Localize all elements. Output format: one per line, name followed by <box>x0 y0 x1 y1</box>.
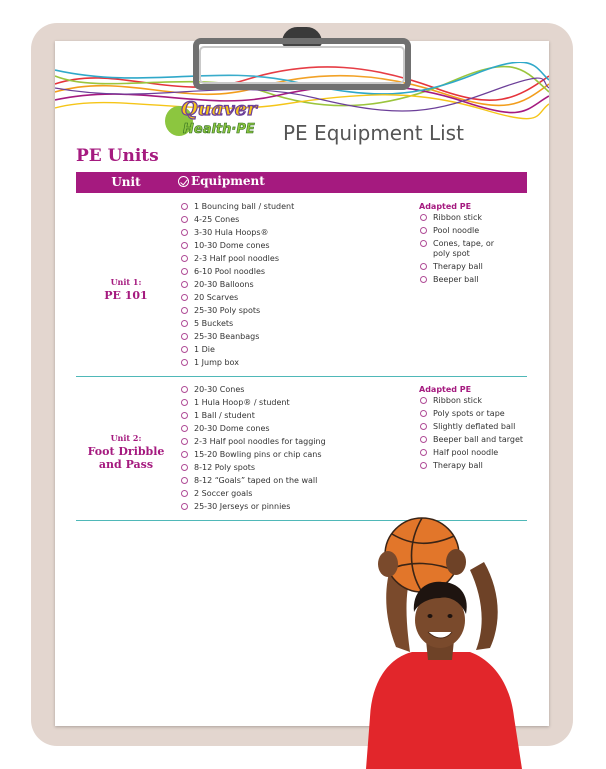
circle-bullet-icon <box>420 397 427 404</box>
list-item: 20-30 Dome cones <box>180 422 326 435</box>
list-item: 15-20 Bowling pins or chip cans <box>180 448 326 461</box>
unit-1-label <box>76 276 176 302</box>
circle-bullet-icon <box>420 462 427 469</box>
list-item: 1 Jump box <box>180 356 294 369</box>
list-item: 20-30 Cones <box>180 383 326 396</box>
list-item: Beeper ball <box>419 273 494 286</box>
list-item: 8-12 Poly spots <box>180 461 326 474</box>
list-item: 2-3 Half pool noodles for tagging <box>180 435 326 448</box>
unit-2-label <box>76 432 176 471</box>
circle-bullet-icon <box>420 449 427 456</box>
list-item: Therapy ball <box>419 260 494 273</box>
quaver-health-pe-logo <box>163 93 281 141</box>
circle-bullet-icon <box>181 216 188 223</box>
circle-bullet-icon <box>181 255 188 262</box>
list-item: Poly spots or tape <box>419 407 523 420</box>
circle-bullet-icon <box>181 438 188 445</box>
list-item: 25-30 Beanbags <box>180 330 294 343</box>
unit-1-name: PE 101 <box>104 289 148 302</box>
list-item: Ribbon stick <box>419 211 494 224</box>
unit-1-number: Unit 1: <box>110 277 142 287</box>
circle-bullet-icon <box>181 425 188 432</box>
circle-bullet-icon <box>181 359 188 366</box>
checkmark-circle-icon <box>178 176 189 187</box>
list-item: 10-30 Dome cones <box>180 239 294 252</box>
circle-bullet-icon <box>420 214 427 221</box>
circle-bullet-icon <box>181 281 188 288</box>
circle-bullet-icon <box>181 294 188 301</box>
list-item: 20 Scarves <box>180 291 294 304</box>
circle-bullet-icon <box>181 464 188 471</box>
list-item: 3-30 Hula Hoops® <box>180 226 294 239</box>
column-header-unit: Unit <box>111 175 141 189</box>
document-title: PE Equipment List <box>283 121 464 145</box>
circle-bullet-icon <box>420 410 427 417</box>
list-item: 8-12 “Goals” taped on the wall <box>180 474 326 487</box>
circle-bullet-icon <box>420 276 427 283</box>
list-item: 1 Ball / student <box>180 409 326 422</box>
circle-bullet-icon <box>420 263 427 270</box>
unit-1-adapted-title: Adapted PE <box>419 202 472 211</box>
section-title: PE Units <box>76 146 159 166</box>
list-item: Beeper ball and target <box>419 433 523 446</box>
circle-bullet-icon <box>181 307 188 314</box>
circle-bullet-icon <box>420 227 427 234</box>
unit-2-name-line-1: Foot Dribble <box>87 445 165 458</box>
list-item: Therapy ball <box>419 459 523 472</box>
unit-1-equipment-list <box>180 200 294 369</box>
circle-bullet-icon <box>181 477 188 484</box>
circle-bullet-icon <box>181 503 188 510</box>
list-item: 1 Hula Hoop® / student <box>180 396 326 409</box>
list-item: Slightly deflated ball <box>419 420 523 433</box>
circle-bullet-icon <box>181 386 188 393</box>
unit-2-adapted-title: Adapted PE <box>419 385 472 394</box>
circle-bullet-icon <box>420 436 427 443</box>
column-header-equipment <box>178 174 265 188</box>
unit-2-name-line-2: and Pass <box>98 458 154 471</box>
list-item: Half pool noodle <box>419 446 523 459</box>
list-item: 25-30 Poly spots <box>180 304 294 317</box>
circle-bullet-icon <box>181 268 188 275</box>
circle-bullet-icon <box>181 242 188 249</box>
list-item: 1 Die <box>180 343 294 356</box>
list-item: 2 Soccer goals <box>180 487 326 500</box>
circle-bullet-icon <box>181 346 188 353</box>
circle-bullet-icon <box>420 240 427 247</box>
column-header-equipment-label: Equipment <box>191 174 265 188</box>
svg-text:Quaver: Quaver <box>181 98 257 120</box>
list-item: 20-30 Balloons <box>180 278 294 291</box>
list-item: 5 Buckets <box>180 317 294 330</box>
unit-2-equipment-list <box>180 383 326 513</box>
svg-text:Health·PE: Health·PE <box>183 122 255 137</box>
circle-bullet-icon <box>181 203 188 210</box>
circle-bullet-icon <box>181 229 188 236</box>
circle-bullet-icon <box>181 399 188 406</box>
list-item-continuation: poly spot <box>433 249 470 258</box>
list-item: Pool noodle <box>419 224 494 237</box>
list-item: Ribbon stick <box>419 394 523 407</box>
row-divider <box>76 376 527 377</box>
circle-bullet-icon <box>181 451 188 458</box>
circle-bullet-icon <box>181 320 188 327</box>
list-item: Cones, tape, or <box>419 237 494 250</box>
list-item: 2-3 Half pool noodles <box>180 252 294 265</box>
circle-bullet-icon <box>181 333 188 340</box>
list-item: 25-30 Jerseys or pinnies <box>180 500 326 513</box>
circle-bullet-icon <box>181 490 188 497</box>
list-item: 1 Bouncing ball / student <box>180 200 294 213</box>
circle-bullet-icon <box>420 423 427 430</box>
boy-with-basketball-image <box>352 512 538 769</box>
unit-1-adapted-list <box>419 211 494 286</box>
clip-inner-rim <box>199 46 405 84</box>
list-item: 4-25 Cones <box>180 213 294 226</box>
list-item: 6-10 Pool noodles <box>180 265 294 278</box>
unit-2-number: Unit 2: <box>110 433 142 443</box>
unit-2-adapted-list <box>419 394 523 472</box>
circle-bullet-icon <box>181 412 188 419</box>
